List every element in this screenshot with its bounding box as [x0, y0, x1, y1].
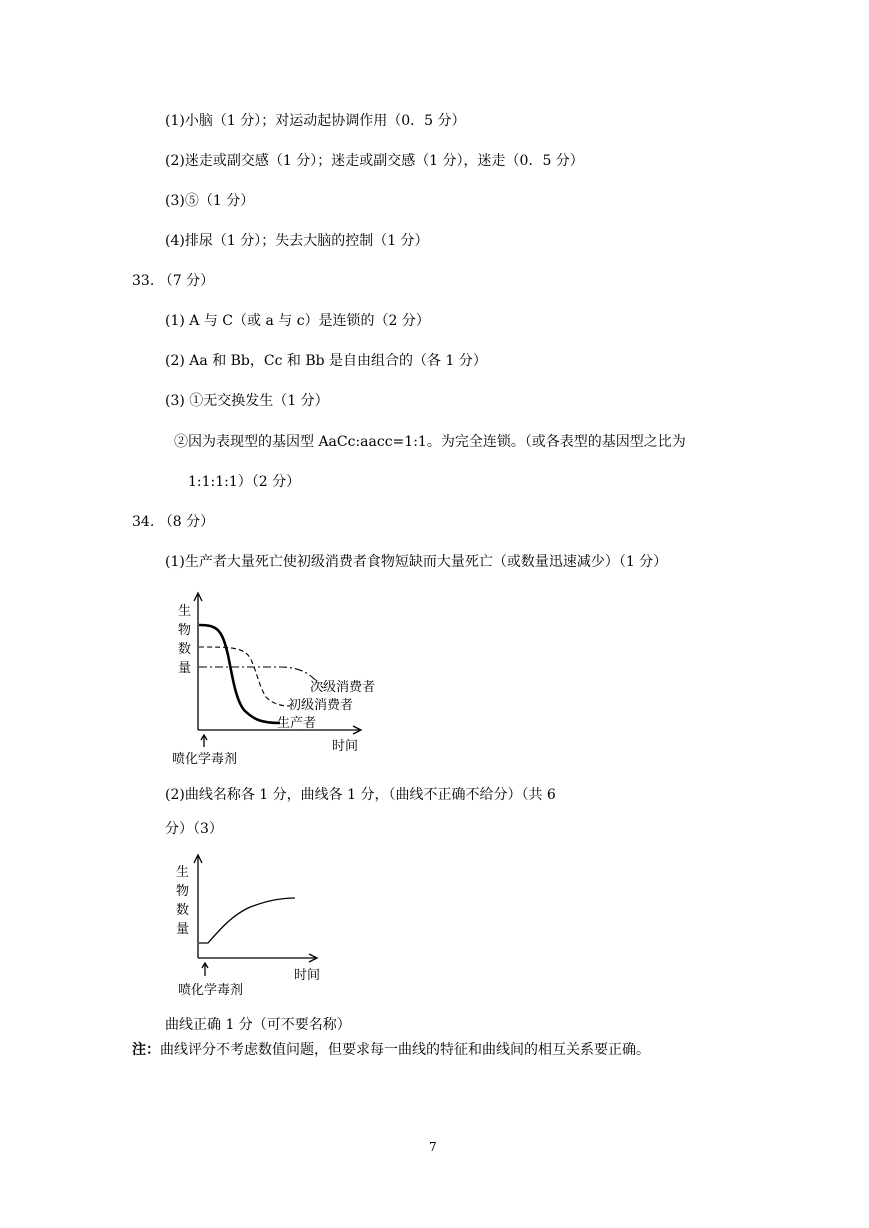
population-graph-2 — [170, 852, 340, 1002]
producer-curve — [199, 625, 280, 723]
answer-line: (4)排尿（1 分）；失去大脑的控制（1 分） — [165, 233, 429, 249]
spray-marker-label: 喷化学毒剂 — [172, 752, 238, 767]
page-number: 7 — [429, 1140, 437, 1154]
y-axis-label-char: 数 — [178, 642, 192, 657]
answer-line: ②因为表现型的基因型 AaCc:aacc=1:1。为完全连锁。（或各表型的基因型之比为 — [174, 434, 686, 450]
answer-line: (1) A 与 C（或 a 与 c）是连锁的（2 分） — [165, 313, 430, 329]
note-text: 曲线评分不考虑数值问题，但要求每一曲线的特征和曲线间的相互关系要正确。 — [160, 1042, 650, 1058]
y-axis-label-char: 数 — [176, 903, 190, 918]
answer-line: (1)生产者大量死亡使初级消费者食物短缺而大量死亡（或数量迅速减少）（1 分） — [165, 554, 668, 570]
population-graph-1 — [170, 585, 410, 775]
population-curve — [199, 898, 295, 943]
question-heading: 34. （8 分） — [132, 514, 215, 530]
x-axis-label: 时间 — [294, 968, 321, 983]
y-axis-label-char: 物 — [176, 884, 190, 899]
series-label-primary: 初级消费者 — [288, 698, 354, 713]
answer-line: (3) ①无交换发生（1 分） — [165, 393, 329, 409]
y-axis-label-char: 生 — [176, 865, 190, 880]
note-label: 注： — [132, 1042, 160, 1058]
secondary-consumer-curve — [199, 667, 323, 688]
spray-marker-label: 喷化学毒剂 — [178, 983, 244, 998]
answer-line: (2)迷走或副交感（1 分）；迷走或副交感（1 分），迷走（0．5 分） — [165, 153, 584, 169]
y-axis-label-char: 量 — [178, 661, 192, 676]
answer-line: (1)小脑（1 分）；对运动起协调作用（0．5 分） — [165, 113, 466, 129]
x-axis-label: 时间 — [332, 739, 359, 754]
primary-consumer-curve — [199, 647, 290, 706]
y-axis-label-char: 生 — [178, 604, 192, 619]
answer-line: 曲线正确 1 分（可不要名称） — [165, 1017, 351, 1033]
y-axis-label-char: 量 — [176, 922, 190, 937]
answer-line: 1:1:1:1）（2 分） — [188, 474, 301, 490]
question-heading: 33. （7 分） — [132, 273, 215, 289]
series-label-producer: 生产者 — [277, 716, 317, 731]
series-label-secondary: 次级消费者 — [310, 680, 376, 695]
y-axis-label-char: 物 — [178, 623, 192, 638]
answer-line: (2) Aa 和 Bb，Cc 和 Bb 是自由组合的（各 1 分） — [165, 353, 487, 369]
answer-line: (2)曲线名称各 1 分，曲线各 1 分，（曲线不正确不给分）（共 6 — [165, 787, 556, 803]
note-line — [132, 1041, 650, 1059]
answer-line: (3)⑤（1 分） — [165, 193, 255, 209]
answer-line: 分）（3） — [165, 821, 223, 837]
